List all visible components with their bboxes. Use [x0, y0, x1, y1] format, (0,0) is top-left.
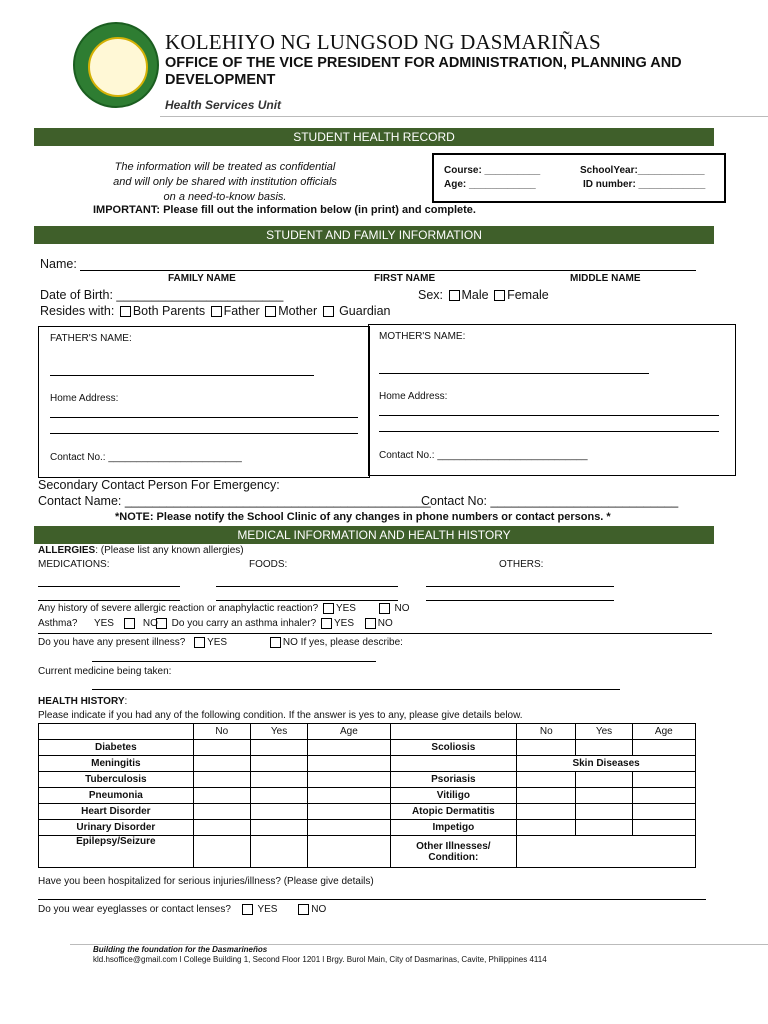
- illness-description-line[interactable]: [92, 661, 376, 662]
- col-no-header: No: [193, 724, 250, 740]
- age-cell[interactable]: [308, 740, 390, 756]
- mother-label: Mother: [278, 304, 318, 318]
- eyeglasses-no-checkbox[interactable]: [298, 904, 309, 915]
- yes-cell[interactable]: [250, 740, 307, 756]
- header-divider: [160, 116, 768, 117]
- no-cell[interactable]: [517, 804, 576, 820]
- col-age-header: Age: [308, 724, 390, 740]
- table-row: [39, 756, 696, 772]
- secondary-contact-heading: Secondary Contact Person For Emergency:: [38, 478, 280, 492]
- mother-address-line-1[interactable]: [379, 415, 719, 416]
- other-illnesses-input[interactable]: [517, 836, 696, 868]
- yes-cell[interactable]: [250, 756, 307, 772]
- allergies-hint: : (Please list any known allergies): [95, 545, 244, 556]
- table-header-row: [39, 724, 696, 740]
- foods-label: FOODS:: [249, 559, 288, 570]
- yes-cell[interactable]: [250, 788, 307, 804]
- yes-cell[interactable]: [576, 740, 632, 756]
- important-label: IMPORTANT:: [93, 204, 161, 216]
- table-cell: [390, 756, 517, 772]
- age-cell[interactable]: [632, 820, 695, 836]
- mother-name-line[interactable]: [379, 373, 649, 374]
- age-cell[interactable]: [308, 820, 390, 836]
- asthma-yes-label: YES: [93, 618, 114, 630]
- table-row: [39, 788, 696, 804]
- health-history-table: [38, 723, 696, 868]
- yes-cell[interactable]: [250, 772, 307, 788]
- male-checkbox[interactable]: [449, 290, 460, 301]
- condition-label: Vitiligo: [390, 788, 517, 804]
- asthma-text: Asthma?: [38, 618, 78, 630]
- section-title-family: STUDENT AND FAMILY INFORMATION: [34, 226, 714, 244]
- table-row: [39, 820, 696, 836]
- emergency-contact-name-field[interactable]: Contact Name: ____________________________________________: [38, 494, 431, 508]
- father-name-label: FATHER'S NAME:: [50, 333, 132, 344]
- resides-label: Resides with:: [40, 304, 115, 318]
- important-text: Please fill out the information below (in print) and complete.: [160, 204, 476, 216]
- guardian-checkbox[interactable]: [323, 306, 334, 317]
- table-row: [39, 804, 696, 820]
- table-row: [39, 836, 696, 868]
- yes-cell[interactable]: [250, 804, 307, 820]
- col-yes-header: Yes: [250, 724, 307, 740]
- course-info-box: [432, 153, 726, 203]
- current-medicine-line[interactable]: [92, 689, 620, 690]
- yes-cell[interactable]: [576, 772, 632, 788]
- age-cell[interactable]: [308, 756, 390, 772]
- inhaler-no-checkbox[interactable]: [365, 618, 376, 629]
- age-cell[interactable]: [308, 836, 390, 868]
- hospitalized-question: Have you been hospitalized for serious injuries/illness? (Please give details): [38, 876, 374, 887]
- name-label: Name:: [40, 257, 77, 271]
- id-number-field[interactable]: ID number: ____________: [583, 179, 706, 190]
- anaphylactic-text: Any history of severe allergic reaction or anaphylactic reaction?: [38, 603, 319, 615]
- father-address-line-1[interactable]: [50, 417, 358, 418]
- age-cell[interactable]: [308, 788, 390, 804]
- inhaler-yes-label: YES: [333, 618, 354, 630]
- others-line-1[interactable]: [426, 586, 614, 587]
- allergies-label: ALLERGIES: [38, 545, 96, 556]
- yes-cell[interactable]: [250, 820, 307, 836]
- eyeglasses-yes-checkbox[interactable]: [242, 904, 253, 915]
- father-name-line[interactable]: [50, 375, 314, 376]
- eyeglasses-yes-label: YES: [257, 904, 278, 916]
- foods-line-2[interactable]: [216, 600, 398, 601]
- condition-label: Atopic Dermatitis: [390, 804, 517, 820]
- no-cell[interactable]: [517, 820, 576, 836]
- first-name-caption: FIRST NAME: [374, 273, 436, 284]
- no-cell[interactable]: [193, 740, 250, 756]
- no-cell[interactable]: [193, 788, 250, 804]
- father-contact-field[interactable]: Contact No.: ________________________: [50, 452, 242, 463]
- age-field[interactable]: Age: ____________: [444, 179, 536, 190]
- other-illnesses-label: Other Illnesses/: [416, 840, 491, 852]
- no-cell[interactable]: [193, 836, 250, 868]
- other-illnesses-cell: [390, 836, 517, 868]
- condition-label: Tuberculosis: [39, 772, 194, 788]
- school-seal-logo: [73, 22, 159, 108]
- illness-no-label: NO If yes, please describe:: [282, 637, 403, 649]
- middle-name-caption: MIDDLE NAME: [570, 273, 641, 284]
- age-cell[interactable]: [632, 804, 695, 820]
- present-illness-text: Do you have any present illness?: [38, 637, 186, 649]
- col-yes-header: Yes: [576, 724, 632, 740]
- condition-label: Impetigo: [390, 820, 517, 836]
- inhaler-yes-checkbox[interactable]: [321, 618, 332, 629]
- both-parents-label: Both Parents: [132, 304, 206, 318]
- asthma-yes-checkbox[interactable]: [124, 618, 135, 629]
- condition-label: Psoriasis: [390, 772, 517, 788]
- notify-clinic-note: *NOTE: Please notify the School Clinic of any changes in phone numbers or contact persons. *: [115, 511, 611, 523]
- age-cell[interactable]: [632, 788, 695, 804]
- yes-cell[interactable]: [250, 836, 307, 868]
- health-history-label: HEALTH HISTORY: [38, 696, 125, 707]
- section-rule: [38, 633, 712, 634]
- allergies-heading: [38, 545, 244, 556]
- male-label: Male: [461, 288, 489, 302]
- col-age-header: Age: [632, 724, 695, 740]
- table-cell: [39, 724, 194, 740]
- dob-field[interactable]: Date of Birth: ________________________: [40, 288, 284, 302]
- table-cell: [390, 724, 517, 740]
- current-medicine-label: Current medicine being taken:: [38, 666, 172, 677]
- anaphylactic-question: [38, 603, 410, 614]
- condition-label: Urinary Disorder: [39, 820, 194, 836]
- mother-address-line-2[interactable]: [379, 431, 719, 432]
- condition-label: Meningitis: [39, 756, 194, 772]
- name-input-line[interactable]: [80, 270, 696, 271]
- illness-yes-checkbox[interactable]: [194, 637, 205, 648]
- confidential-line-3: on a need-to-know basis.: [163, 191, 287, 203]
- confidential-line-2: and will only be shared with institution officials: [113, 176, 337, 188]
- anaphylactic-yes-label: YES: [335, 603, 356, 615]
- skin-diseases-header: Skin Diseases: [517, 756, 696, 772]
- health-history-instruction: Please indicate if you had any of the following condition. If the answer is yes to any, please give details below.: [38, 710, 523, 721]
- mother-info-box: [368, 324, 736, 476]
- age-cell[interactable]: [632, 740, 695, 756]
- illness-yes-label: YES: [207, 637, 228, 649]
- table-row: [39, 740, 696, 756]
- inhaler-no-label: NO: [377, 618, 393, 630]
- schoolyear-field[interactable]: SchoolYear:____________: [580, 165, 705, 176]
- mother-name-label: MOTHER'S NAME:: [379, 331, 466, 342]
- condition-label: Pneumonia: [39, 788, 194, 804]
- female-checkbox[interactable]: [494, 290, 505, 301]
- no-cell[interactable]: [193, 772, 250, 788]
- illness-no-checkbox[interactable]: [270, 637, 281, 648]
- anaphylactic-yes-checkbox[interactable]: [323, 603, 334, 614]
- foods-line-1[interactable]: [216, 586, 398, 587]
- condition-label: Diabetes: [39, 740, 194, 756]
- present-illness-question: [38, 637, 403, 648]
- col-no-header: No: [517, 724, 576, 740]
- anaphylactic-no-label: NO: [394, 603, 410, 615]
- no-cell[interactable]: [517, 788, 576, 804]
- condition-label: Condition:: [428, 851, 479, 863]
- mother-checkbox[interactable]: [265, 306, 276, 317]
- inhaler-text: Do you carry an asthma inhaler?: [171, 618, 317, 630]
- mother-contact-field[interactable]: Contact No.: ___________________________: [379, 450, 588, 461]
- no-cell[interactable]: [193, 756, 250, 772]
- yes-cell[interactable]: [576, 804, 632, 820]
- no-cell[interactable]: [517, 772, 576, 788]
- resides-field: [40, 304, 391, 318]
- family-name-caption: FAMILY NAME: [168, 273, 236, 284]
- seal-emblem: [88, 37, 148, 97]
- guardian-label: Guardian: [335, 304, 391, 318]
- eyeglasses-question: [38, 904, 326, 915]
- father-address-label: Home Address:: [50, 393, 119, 404]
- condition-label: Epilepsy/Seizure: [39, 836, 194, 868]
- father-checkbox[interactable]: [211, 306, 222, 317]
- footer-motto: Building the foundation for the Dasmarineños: [93, 945, 268, 954]
- sex-label: Sex:: [418, 288, 444, 302]
- others-line-2[interactable]: [426, 600, 614, 601]
- father-address-line-2[interactable]: [50, 433, 358, 434]
- sex-field: [418, 288, 549, 302]
- unit-name: Health Services Unit: [165, 98, 282, 112]
- no-cell[interactable]: [193, 820, 250, 836]
- eyeglasses-no-label: NO: [311, 904, 327, 916]
- section-title-medical: MEDICAL INFORMATION AND HEALTH HISTORY: [34, 526, 714, 544]
- confidential-note: [40, 160, 410, 205]
- yes-cell[interactable]: [576, 788, 632, 804]
- condition-label: Heart Disorder: [39, 804, 194, 820]
- no-cell[interactable]: [193, 804, 250, 820]
- confidential-line-1: The information will be treated as confidential: [114, 161, 336, 173]
- mother-address-label: Home Address:: [379, 391, 448, 402]
- medications-line-2[interactable]: [38, 600, 180, 601]
- table-row: [39, 772, 696, 788]
- asthma-no-checkbox[interactable]: [156, 618, 167, 629]
- emergency-contact-no-field[interactable]: Contact No: ___________________________: [421, 494, 679, 508]
- no-cell[interactable]: [517, 740, 576, 756]
- important-note: [93, 204, 476, 216]
- father-info-box: [38, 326, 370, 478]
- health-history-heading: HEALTH HISTORY:: [38, 696, 128, 707]
- office-name: OFFICE OF THE VICE PRESIDENT FOR ADMINISTRATION, PLANNING AND DEVELOPMENT: [165, 55, 682, 88]
- eyeglasses-text: Do you wear eyeglasses or contact lenses?: [38, 904, 231, 916]
- age-cell[interactable]: [632, 772, 695, 788]
- footer-address: kld.hsoffice@gmail.com l College Building 1, Second Floor 1201 l Brgy. Burol Main, City of Dasmarinas, Cavite, Philippines 4114: [93, 955, 547, 964]
- anaphylactic-no-checkbox[interactable]: [379, 603, 390, 614]
- both-parents-checkbox[interactable]: [120, 306, 131, 317]
- age-cell[interactable]: [308, 772, 390, 788]
- condition-label: Scoliosis: [390, 740, 517, 756]
- section-title-record: STUDENT HEALTH RECORD: [34, 128, 714, 146]
- yes-cell[interactable]: [576, 820, 632, 836]
- father-label: Father: [223, 304, 260, 318]
- course-field[interactable]: Course: __________: [444, 165, 541, 176]
- asthma-no-label: NO: [142, 618, 158, 630]
- hospitalized-details-line[interactable]: [38, 899, 706, 900]
- age-cell[interactable]: [308, 804, 390, 820]
- others-label: OTHERS:: [499, 559, 544, 570]
- school-name: KOLEHIYO NG LUNGSOD NG DASMARIÑAS: [165, 30, 601, 54]
- asthma-question: [38, 618, 393, 629]
- medications-label: MEDICATIONS:: [38, 559, 110, 570]
- medications-line-1[interactable]: [38, 586, 180, 587]
- female-label: Female: [507, 288, 549, 302]
